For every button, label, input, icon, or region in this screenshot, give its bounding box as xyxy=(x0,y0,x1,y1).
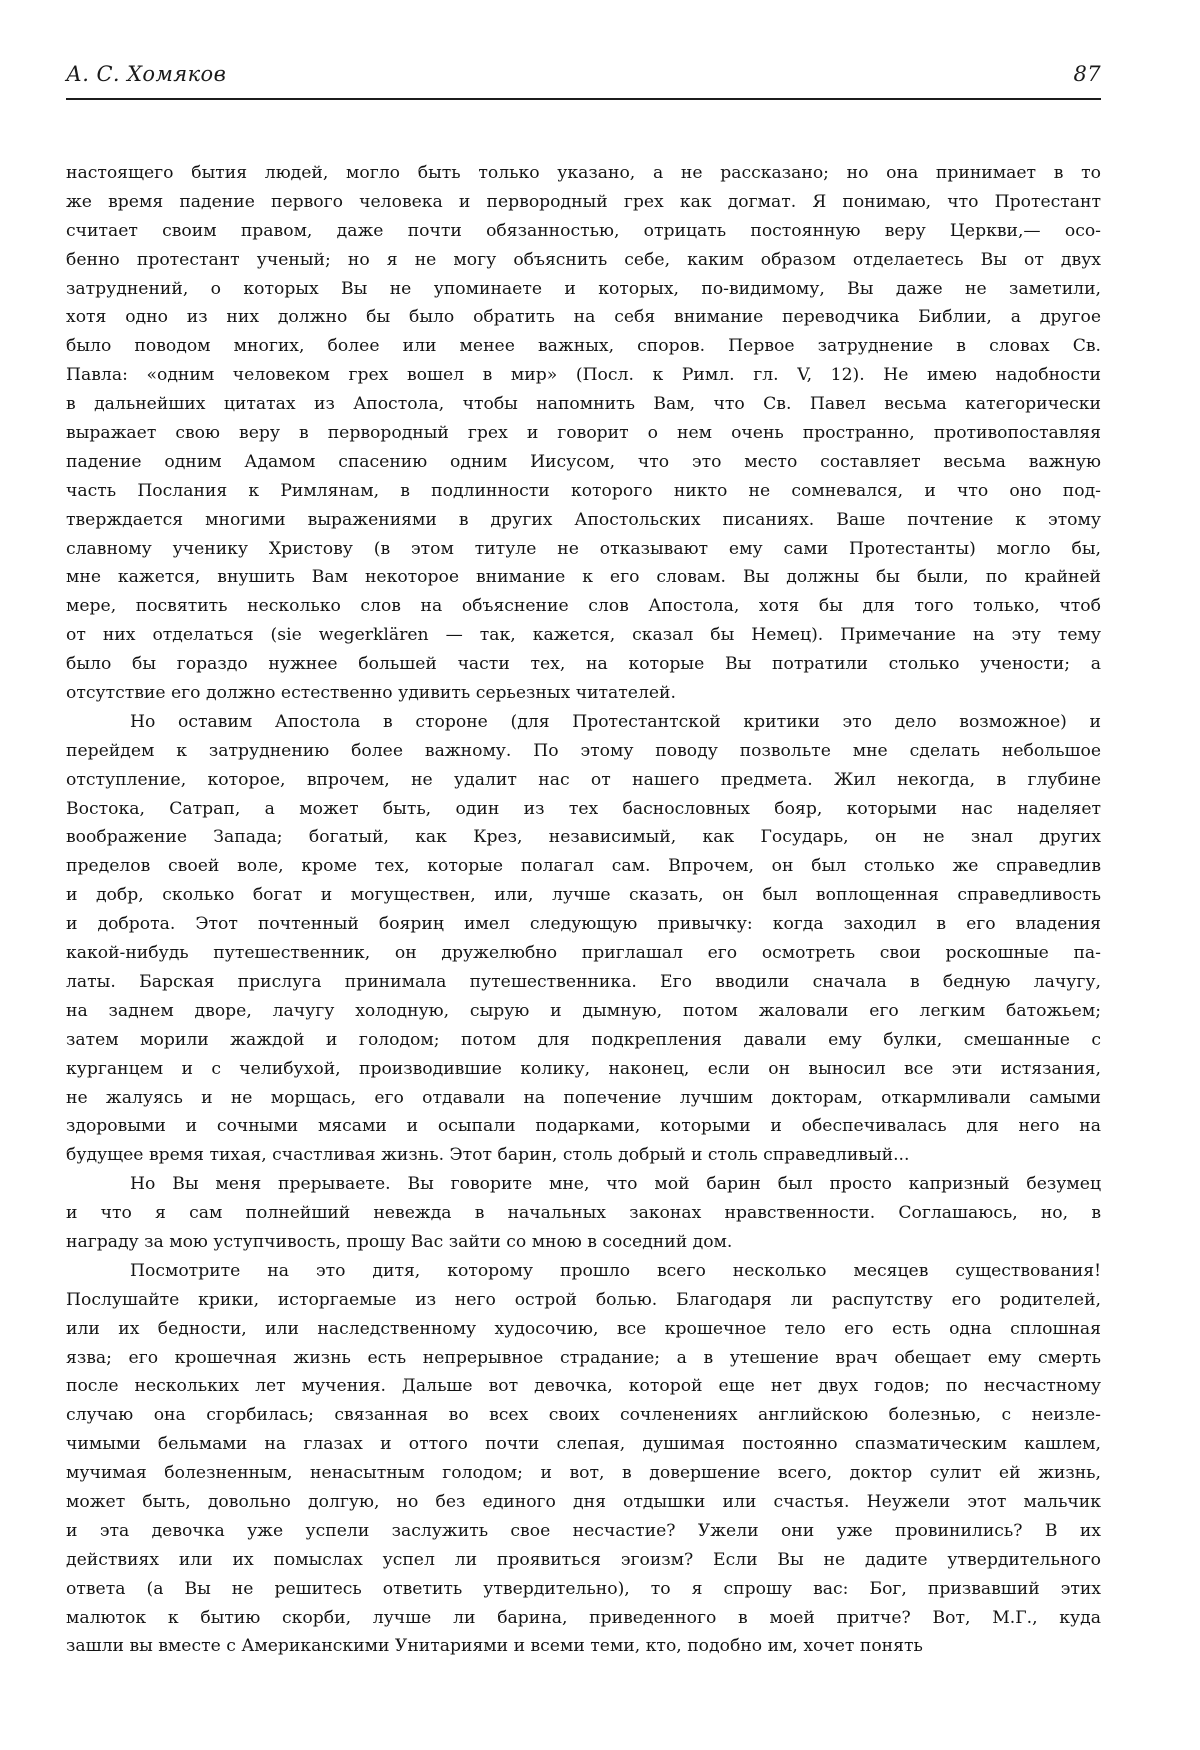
text-line: после нескольких лет мучения. Дальше вот девочка, которой еще нет двух годов; по несчастному xyxy=(66,1376,1101,1397)
text-line: часть Послания к Римлянам, в подлинности которого никто не сомневался, и что оно под- xyxy=(66,480,1101,501)
text-line: и добр, сколько богат и могуществен, или, лучше сказать, он был воплощенная справедливость xyxy=(66,885,1101,906)
text-line: бенно протестант ученый; но я не могу объяснить себе, каким образом отделаетесь Вы от двух xyxy=(66,249,1101,270)
paragraph xyxy=(66,159,1101,708)
text-line: случаю она сгорбилась; связанная во всех своих сочленениях английскою болезнью, с неизле- xyxy=(66,1405,1101,1426)
text-line: и эта девочка уже успели заслужить свое несчастие? Ужели они уже провинились? В их xyxy=(66,1520,1101,1541)
text-line: затруднений, о которых Вы не упоминаете и которых, по-видимому, Вы даже не заметили, xyxy=(66,278,1101,299)
text-line: падение одним Адамом спасению одним Иисусом, что это место составляет весьма важную xyxy=(66,451,1101,472)
text-line: перейдем к затруднению более важному. По этому поводу позвольте мне сделать небольшое xyxy=(66,740,1101,761)
text-line: какой-нибудь путешественник, он дружелюбно приглашал его осмотреть свои роскошные па- xyxy=(66,943,1101,964)
text-line: хотя одно из них должно бы было обратить на себя внимание переводчика Библии, а другое xyxy=(66,307,1101,328)
text-line: было бы гораздо нужнее большей части тех, на которые Вы потратили столько учености; а xyxy=(66,654,1101,675)
paragraph xyxy=(66,708,1101,1170)
text-line: здоровыми и сочными мясами и осыпали подарками, которыми и обеспечивалась для него на xyxy=(66,1116,1101,1137)
text-line: и что я сам полнейший невежда в начальных законах нравственности. Соглашаюсь, но, в xyxy=(66,1203,1101,1224)
text-line: было поводом многих, более или менее важных, споров. Первое затруднение в словах Св. xyxy=(66,336,1101,357)
text-line: мере, посвятить несколько слов на объяснение слов Апостола, хотя бы для того только, чтоб xyxy=(66,596,1101,617)
text-line: чимыми бельмами на глазах и оттого почти слепая, душимая постоянно спазматическим кашлем, xyxy=(66,1434,1101,1455)
text-line: ответа (а Вы не решитесь ответить утвердительно), то я спрошу вас: Бог, призвавший этих xyxy=(66,1578,1101,1599)
paragraph xyxy=(66,1170,1101,1257)
text-line: малюток к бытию скорби, лучше ли барина, приведенного в моей притче? Вот, М.Г., куда xyxy=(66,1607,1101,1628)
text-line: зашли вы вместе с Американскими Унитариями и всеми теми, кто, подобно им, хочет понять xyxy=(66,1636,923,1657)
body-text xyxy=(66,159,1101,1661)
text-line: тверждается многими выражениями в других Апостольских писаниях. Ваше почтение к этому xyxy=(66,509,1101,530)
text-line: латы. Барская прислуга принимала путешественника. Его вводили сначала в бедную лачугу, xyxy=(66,971,1101,992)
text-line: отсутствие его должно естественно удивить серьезных читателей. xyxy=(66,683,676,704)
text-line: отступление, которое, впрочем, не удалит нас от нашего предмета. Жил некогда, в глубине xyxy=(66,769,1101,790)
text-line: в дальнейших цитатах из Апостола, чтобы напомнить Вам, что Св. Павел весьма категорически xyxy=(66,394,1101,415)
paragraph xyxy=(66,1257,1101,1661)
text-line: Послушайте крики, исторгаемые из него острой болью. Благодаря ли распутству его родителей, xyxy=(66,1289,1101,1310)
text-line: будущее время тихая, счастливая жизнь. Этот барин, столь добрый и столь справедливый... xyxy=(66,1145,910,1166)
text-line: Павла: «одним человеком грех вошел в мир» (Посл. к Римл. гл. V, 12). Не имею надобности xyxy=(66,365,1101,386)
running-head-author: А. С. Хомяков xyxy=(66,62,227,86)
text-line: не жалуясь и не морщась, его отдавали на попечение лучшим докторам, откармливали самыми xyxy=(66,1087,1101,1108)
text-line: мне кажется, внушить Вам некоторое внимание к его словам. Вы должны бы были, по крайней xyxy=(66,567,1101,588)
text-line: Но Вы меня прерываете. Вы говорите мне, что мой барин был просто капризный безумец xyxy=(130,1174,1101,1195)
running-head xyxy=(66,62,1101,96)
text-line: Востока, Сатрап, а может быть, один из тех баснословных бояр, которыми нас наделяет xyxy=(66,798,1101,819)
text-line: воображение Запада; богатый, как Крез, независимый, как Государь, он не знал других xyxy=(66,827,1101,848)
text-line: считает своим правом, даже почти обязанностью, отрицать постоянную веру Церкви,— осо- xyxy=(66,220,1101,241)
text-line: пределов своей воле, кроме тех, которые полагал сам. Впрочем, он был столько же справедлив xyxy=(66,856,1101,877)
text-line: Посмотрите на это дитя, которому прошло всего несколько месяцев существования! xyxy=(130,1260,1101,1281)
text-line: славному ученику Христову (в этом титуле не отказывают ему сами Протестанты) могло бы, xyxy=(66,538,1101,559)
text-line: затем морили жаждой и голодом; потом для подкрепления давали ему булки, смешанные с xyxy=(66,1029,1101,1050)
text-line: может быть, довольно долгую, но без единого дня отдышки или счастья. Неужели этот мальчик xyxy=(66,1491,1101,1512)
text-line: или их бедности, или наследственному худосочию, все крошечное тело его есть одна сплошная xyxy=(66,1318,1101,1339)
text-line: на заднем дворе, лачугу холодную, сырую и дымную, потом жаловали его легким батожьем; xyxy=(66,1000,1101,1021)
header-rule xyxy=(66,98,1101,100)
text-line: Но оставим Апостола в стороне (для Протестантской критики это дело возможное) и xyxy=(130,711,1101,732)
text-line: действиях или их помыслах успел ли проявиться эгоизм? Если Вы не дадите утвердительного xyxy=(66,1549,1101,1570)
text-line: же время падение первого человека и первородный грех как догмат. Я понимаю, что Протестант xyxy=(66,191,1101,212)
text-line: настоящего бытия людей, могло быть только указано, а не рассказано; но она принимает в то xyxy=(66,163,1101,183)
text-line: от них отделаться (sie wegerklären — так, кажется, сказал бы Немец). Примечание на эту тему xyxy=(66,625,1101,646)
text-line: и доброта. Этот почтенный бояриң имел следующую привычку: когда заходил в его владения xyxy=(66,914,1101,935)
text-line: мучимая болезненным, ненасытным голодом; и вот, в довершение всего, доктор сулит ей жизнь, xyxy=(66,1463,1101,1484)
text-line: язва; его крошечная жизнь есть непрерывное страдание; а в утешение врач обещает ему смерть xyxy=(66,1347,1101,1368)
text-line: курганцем и с челибухой, производившие колику, наконец, если он выносил все эти истязания, xyxy=(66,1058,1101,1079)
page-number: 87 xyxy=(1073,62,1101,86)
text-line: выражает свою веру в первородный грех и говорит о нем очень пространно, противопоставляя xyxy=(66,423,1101,444)
text-line: награду за мою уступчивость, прошу Вас зайти со мною в соседний дом. xyxy=(66,1231,733,1252)
